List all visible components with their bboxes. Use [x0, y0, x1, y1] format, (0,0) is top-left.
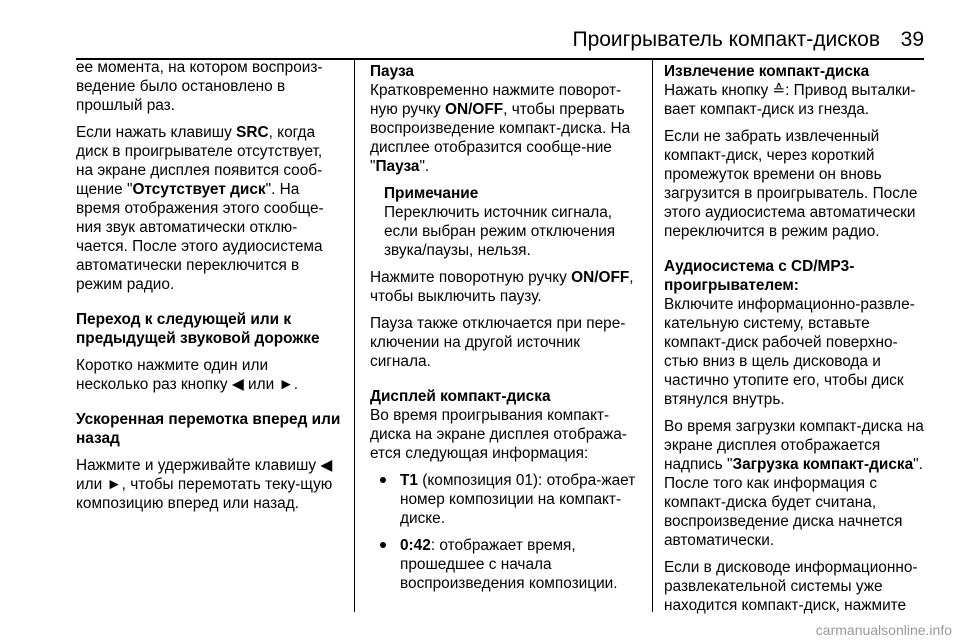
- section-heading: Переход к следующей или к предыдущей звуковой дорожке: [76, 311, 320, 347]
- pause-message: Пауза: [375, 158, 420, 175]
- section-heading: Ускоренная перемотка вперед или назад: [76, 411, 341, 447]
- bullet-icon: [380, 477, 386, 483]
- paragraph: Коротко нажмите один или несколько раз кнопку ◀ или ►.: [76, 357, 298, 393]
- column-3: [664, 58, 926, 623]
- paragraph: Если в дисководе информационно-развлекательной системы уже находится компакт-диск, нажмите: [664, 559, 918, 614]
- section-heading: Пауза: [370, 63, 414, 80]
- section-heading: Аудиосистема с CD/MP3-проигрывателем:: [664, 258, 855, 294]
- paragraph: Во время проигрывания компакт-диска на экране дисплея отобража-ется следующая информация:: [370, 407, 627, 462]
- note-text: Переключить источник сигнала, если выбран режим отключения звука/паузы, нельзя.: [384, 204, 616, 259]
- no-disc-message: Отсутствует диск: [132, 181, 266, 198]
- paragraph: Нажмите и удерживайте клавишу ◀ или ►, чтобы перемотать теку-щую композицию вперед или назад.: [76, 457, 333, 512]
- loading-message: Загрузка компакт-диска: [732, 456, 914, 473]
- list-item: T1 (композиция 01): отобра-жает номер композиции на компакт-диске.: [370, 471, 636, 528]
- column-2: [370, 58, 636, 601]
- paragraph: Если не забрать извлеченный компакт-диск, через короткий промежуток времени он вновь загрузится в проигрыватель. После этого аудиосистема автоматически переключится в режим радио.: [664, 128, 918, 240]
- page-title: Проигрыватель компакт-дисков: [572, 28, 880, 51]
- page-number: 39: [900, 28, 924, 51]
- on-off-knob: ON/OFF: [445, 101, 504, 118]
- paragraph: Пауза также отключается при пере-ключении на другой источник сигнала.: [370, 315, 626, 370]
- eject-icon: ≙: [772, 82, 786, 99]
- src-key: SRC: [236, 124, 269, 141]
- paragraph: ее момента, на котором воспроиз-ведение было остановлено в прошлый раз.: [76, 59, 323, 114]
- bullet-icon: [380, 542, 386, 548]
- paragraph: Нажать кнопку ≙: Привод выталки-вает компакт-диск из гнезда.: [664, 82, 916, 118]
- column-divider-2: [652, 60, 653, 612]
- on-off-knob: ON/OFF: [571, 269, 630, 286]
- paragraph: Включите информационно-развле-кательную систему, вставьте компакт-диск рабочей поверхно-стью вниз в щель дисковода и частично утопите его, чтобы диск втянулся внутрь.: [664, 296, 915, 408]
- paragraph: Если нажать клавишу SRC, когда диск в проигрывателе отсутствует, на экране дисплея появится сооб-щение "Отсутствует диск". На время отображения этого сообще-ния звук автоматически отклю-чается. После этого аудиосистема автоматически переключится в режим радио.: [76, 124, 324, 293]
- paragraph: Во время загрузки компакт-диска на экране дисплея отображается надпись "Загрузка компакт-диска". После того как информация с компакт-диска будет считана, воспроизведение диска начнется автоматически.: [664, 418, 924, 549]
- section-heading: Дисплей компакт-диска: [370, 388, 551, 405]
- note-box: [384, 184, 636, 260]
- list-item: 0:42: отображает время, прошедшее с начала воспроизведения композиции.: [370, 536, 636, 593]
- paragraph: Нажмите поворотную ручку ON/OFF, чтобы выключить паузу.: [370, 269, 634, 305]
- column-1: [76, 58, 342, 521]
- page-header: [0, 0, 960, 60]
- footer-watermark: carmanualsonline.info: [815, 622, 952, 638]
- paragraph: Кратковременно нажмите поворот-ную ручку ON/OFF, чтобы прервать воспроизведение компакт-диска. На дисплее отобразится сообще-ние "Пауза".: [370, 82, 631, 175]
- column-divider-1: [354, 60, 355, 612]
- section-heading: Извлечение компакт-диска: [664, 63, 870, 80]
- bullet-list: [370, 471, 636, 593]
- note-heading: Примечание: [384, 185, 479, 202]
